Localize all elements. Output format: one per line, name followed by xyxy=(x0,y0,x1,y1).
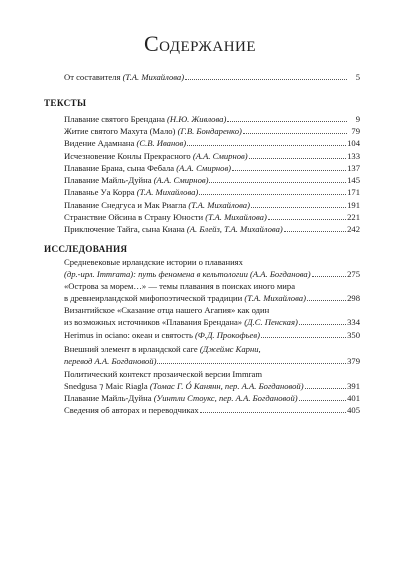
toc-page-number: 350 xyxy=(347,330,360,340)
toc-entry[interactable]: Плавание Майль-Дуйна (А.А. Смирнов) 145 xyxy=(64,175,360,185)
leader-dots xyxy=(251,207,346,208)
leader-dots xyxy=(307,300,346,301)
toc-page-number: 79 xyxy=(351,126,360,136)
toc-entry[interactable]: Приключение Тайга, сына Киана (А. Блейз, Т.А. Михайлова) 242 xyxy=(64,224,360,234)
toc-page-number: 391 xyxy=(347,381,360,391)
leader-dots xyxy=(199,194,346,195)
toc-page-number: 145 xyxy=(347,175,360,185)
toc-page-number: 242 xyxy=(347,224,360,234)
section-heading-studies: ИССЛЕДОВАНИЯ xyxy=(44,244,128,254)
toc-entry[interactable]: Плавание святого Брендана (Н.Ю. Живлова) 9 xyxy=(64,114,360,124)
toc-entry-label: От составителя (Т.А. Михайлова) xyxy=(64,72,185,82)
toc-entry[interactable]: Исчезновение Конлы Прекрасного (А.А. Смирнов) 133 xyxy=(64,151,360,161)
toc-page-number: 191 xyxy=(347,200,360,210)
leader-dots xyxy=(243,133,347,134)
toc-entry[interactable]: (др.-ирл. Immrama): путь феномена в кельтологии (А.А. Богданова) 275 xyxy=(64,269,360,279)
toc-page-number: 334 xyxy=(347,317,360,327)
leader-dots xyxy=(200,412,346,413)
toc-entry[interactable]: Herimus in ociano: океан и святость (Ф.Д. Прокофьев) 350 xyxy=(64,330,360,340)
toc-page-number: 405 xyxy=(347,405,360,415)
toc-page-number: 133 xyxy=(347,151,360,161)
toc-page-number: 9 xyxy=(355,114,360,124)
toc-entry-line: Византийское «Сказание отца нашего Агапия» как один xyxy=(64,305,270,315)
leader-dots xyxy=(232,170,346,171)
toc-page-number: 104 xyxy=(347,138,360,148)
leader-dots xyxy=(261,337,346,338)
toc-entry[interactable]: Плавание Майль-Дуйна (Уинтли Стоукс, пер. А.А. Богдановой) 401 xyxy=(64,393,360,403)
toc-page-number: 379 xyxy=(347,356,360,366)
leader-dots xyxy=(268,219,346,220)
toc-entry[interactable]: из возможных источников «Плавания Брендана» (Д.С. Пенская) 334 xyxy=(64,317,360,327)
toc-page-number: 401 xyxy=(347,393,360,403)
toc-entry-line: «Острова за морем…» — темы плавания в поисках иного мира xyxy=(64,281,296,291)
leader-dots xyxy=(249,158,346,159)
leader-dots xyxy=(305,388,347,389)
toc-entry[interactable]: Видение Адамнана (С.В. Иванов) 104 xyxy=(64,138,360,148)
leader-dots xyxy=(299,400,347,401)
leader-dots xyxy=(227,121,347,122)
leader-dots xyxy=(187,145,346,146)
toc-entry[interactable]: Плавание Снедгуса и Мак Риагла (Т.А. Михайлова) 191 xyxy=(64,200,360,210)
toc-entry[interactable]: Плаванье Уа Корра (Т.А. Михайлова) 171 xyxy=(64,187,360,197)
toc-entry-line: Средневековые ирландские истории о плаваниях xyxy=(64,257,243,267)
toc-page-number: 275 xyxy=(347,269,360,279)
toc-page-number: 137 xyxy=(347,163,360,173)
leader-dots xyxy=(299,324,346,325)
leader-dots xyxy=(284,231,346,232)
leader-dots xyxy=(185,79,347,80)
page-title: Содержание xyxy=(143,31,257,56)
toc-page-number: 5 xyxy=(355,72,360,82)
section-heading-texts: ТЕКСТЫ xyxy=(44,98,87,108)
toc-page-number: 221 xyxy=(347,212,360,222)
toc-entry-line: Политический контекст прозаической версии Immram xyxy=(64,369,263,379)
toc-entry[interactable]: Странствие Ойсина в Страну Юности (Т.А. Михайлова) 221 xyxy=(64,212,360,222)
toc-entry[interactable]: Сведения об авторах и переводчиках 405 xyxy=(64,405,360,415)
toc-page-number: 298 xyxy=(347,293,360,303)
leader-dots xyxy=(209,182,346,183)
toc-entry-line: Внешний элемент в ирландской саге (Джеймс Карни, xyxy=(64,344,261,354)
leader-dots xyxy=(157,363,346,364)
toc-page-number: 171 xyxy=(347,187,360,197)
toc-entry[interactable]: в древнеирландской мифопоэтической традиции (Т.А. Михайлова) 298 xyxy=(64,293,360,303)
toc-entry[interactable]: Snedgusa ⁊ Maic Riagla (Томас Г. Ó Канянн, пер. А.А. Богдановой) 391 xyxy=(64,381,360,391)
toc-entry[interactable]: Плавание Брана, сына Фебала (А.А. Смирнов) 137 xyxy=(64,163,360,173)
leader-dots xyxy=(312,276,347,277)
toc-entry-intro[interactable] xyxy=(64,71,360,82)
toc-entry[interactable]: перевод А.А. Богдановой) 379 xyxy=(64,356,360,366)
toc-entry[interactable]: Житие святого Махута (Мало) (Г.В. Бондаренко) 79 xyxy=(64,126,360,136)
